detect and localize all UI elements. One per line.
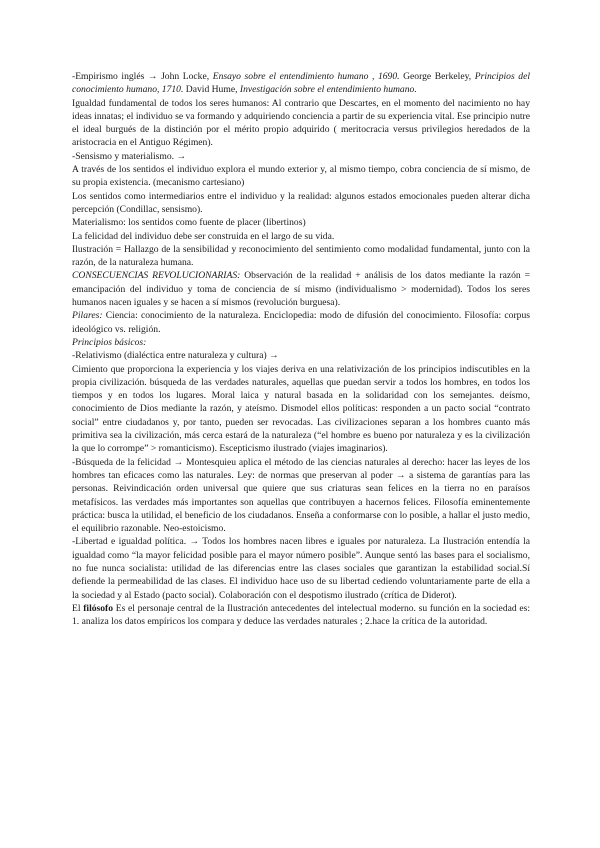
paragraph (72, 70, 530, 97)
paragraph (72, 456, 530, 536)
paragraph (72, 363, 530, 456)
paragraph (72, 216, 530, 229)
text-run: -Sensismo y materialismo. → (72, 150, 187, 162)
paragraph (72, 269, 530, 309)
italic-text: Principios básicos: (72, 336, 147, 348)
paragraph (72, 309, 530, 336)
text-run: Igualdad fundamental de todos los seres humanos: Al contrario que Descartes, en el momento del nacimiento no hay ideas innatas; el individuo se va formando y adquiriendo conciencia a partir de su experiencia vital. Ese principio nutre el ideal burgués de la distinción por el mérito propio adquirido ( meritocracia versus privilegios heredados de la aristocracia en el Antiguo Régimen). (72, 97, 530, 149)
paragraph (72, 243, 530, 270)
text-run: -Búsqueda de la felicidad → Montesquieu aplica el método de las ciencias naturales al derecho: hacer las leyes de los hombres tan eficaces como las naturales. Ley: de normas que preservan al poder → a sistema de garantías para las personas. Reivindicación orden universal que quiere que sus criaturas sean felices en la tierra no en paraísos metafísicos. las verdades más importantes son aquellas que contribuyen a hacernos felices. Filosofía eminentemente práctica: busca la utilidad, el beneficio de los ciudadanos. Enseña a conformarse con lo posible, a hallar el justo medio, el equilibrio razonable. Neo-estoicismo. (72, 456, 530, 535)
text-run: A través de los sentidos el individuo explora el mundo exterior y, al mismo tiempo, cobra conciencia de sí mismo, de su propia existencia. (mecanismo cartesiano) (72, 164, 530, 189)
paragraph (72, 163, 530, 190)
italic-text: CONSECUENCIAS REVOLUCIONARIAS: (72, 270, 241, 282)
paragraph (72, 97, 530, 150)
text-run: Ilustración = Hallazgo de la sensibilidad y reconocimiento del sentimiento como modalidad fundamental, junto con la razón, de la naturaleza humana. (72, 243, 530, 269)
italic-text: Pilares: (72, 310, 103, 322)
text-run: -Empirismo inglés → John Locke, (72, 71, 213, 82)
text-run: Materialismo: los sentidos como fuente de placer (libertinos) (72, 217, 306, 229)
paragraph (72, 336, 530, 349)
document-page (72, 70, 530, 628)
text-run: George Berkeley, (399, 71, 475, 82)
italic-text: Investigación sobre el entendimiento humano. (239, 84, 417, 96)
paragraph (72, 230, 530, 243)
text-run: Los sentidos como intermediarios entre el individuo y la realidad: algunos estados emocionales pueden alterar dicha percepción (Condillac, sensismo). (72, 190, 530, 215)
text-run: La felicidad del individuo debe ser construida en el largo de su vida. (72, 230, 335, 242)
text-run: David Hume, (183, 84, 240, 96)
text-run: Es el personaje central de la Ilustración antecedentes del intelectual moderno. su función en la sociedad es: 1. analiza los datos empíricos los compara y deduce las verdades naturales ; 2.hace la crítica de la autoridad. (72, 602, 530, 628)
text-run: -Relativismo (dialéctica entre naturaleza y cultura) → (72, 350, 279, 362)
paragraph (72, 190, 530, 217)
text-run: El (72, 602, 84, 614)
paragraph (72, 602, 530, 629)
italic-text: Principios del conocimiento humano, 1710. (72, 71, 531, 96)
text-run: -Libertad e igualdad política. → Todos los hombres nacen libres e iguales por naturaleza. La Ilustración entendía la igualdad como “la mayor felicidad posible para el mayor número posible”. Aunque sentó las bases para el socialismo, no fue nunca socialista: utilidad de las diferencias entre las clases sociales que garantizan la estabilidad social.Sí defiende la permeabilidad de las clases. El individuo hace uso de su libertad cediendo voluntariamente parte de ella a la sociedad y al Estado (pacto social). Colaboración con el despotismo ilustrado (crítica de Diderot). (72, 536, 530, 601)
bold-text: filósofo (83, 602, 114, 614)
text-run: Ciencia: conocimiento de la naturaleza. Enciclopedia: modo de difusión del conocimiento. Filosofía: corpus ideológico vs. religión. (72, 310, 530, 335)
paragraph (72, 349, 530, 362)
text-run: Observación de la realidad + análisis de los datos mediante la razón = emancipación del individuo y toma de conciencia de sí mismo (individualismo > modernidad). Todos los seres humanos nacen iguales y se hacen a sí mismos (revolución burguesa). (72, 270, 530, 309)
paragraph (72, 535, 530, 601)
text-run: Cimiento que proporciona la experiencia y los viajes deriva en una relativización de los principios indiscutibles en la propia civilización. búsqueda de las verdades naturales, aquellas que puedan servir a todos los hombres, en todos los tiempos y en todos los lugares. Moral laica y natural basada en la solidaridad con los semejantes. deísmo, conocimiento de Dios mediante la razón, y ateísmo. Dismodel ellos políticas: responden a un pacto social “contrato social” entre ciudadanos y, por tanto, pueden ser revocadas. Las civilizaciones separan a los hombres cuanto más primitiva sea la civilización, más cerca estará de la naturaleza (“el hombre es bueno por naturaleza y es la civilización la que lo corrompe” > romanticismo). Escepticismo ilustrado (viajes imaginarios). (72, 363, 530, 455)
paragraph (72, 150, 530, 163)
italic-text: Ensayo sobre el entendimiento humano , 1690. (212, 71, 400, 82)
